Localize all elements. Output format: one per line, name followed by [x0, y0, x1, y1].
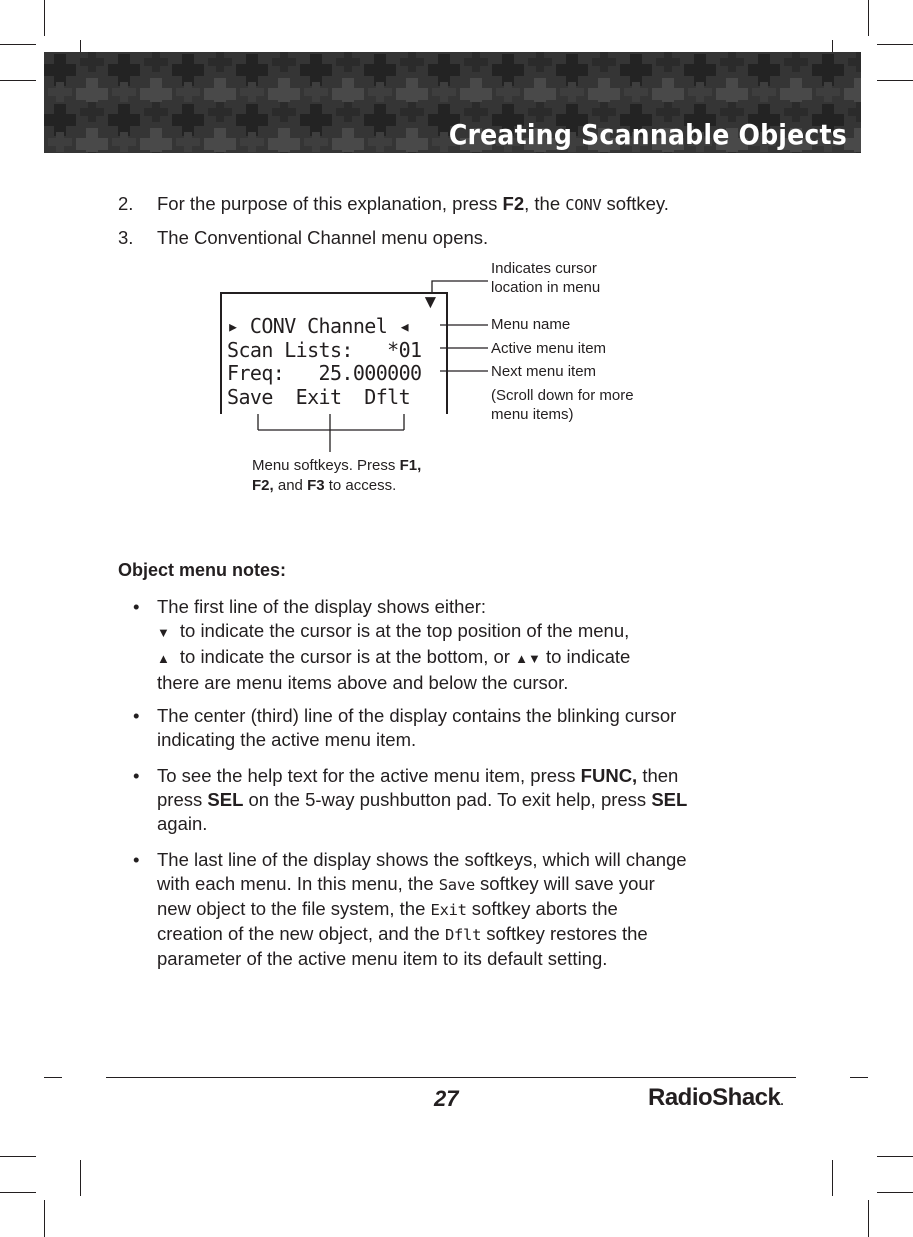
lcd-line-softkeys: Save Exit Dflt: [227, 385, 411, 409]
crop-mark: [0, 1156, 36, 1157]
crop-mark: [832, 1160, 833, 1196]
callout-menu-name: Menu name: [491, 316, 571, 333]
bullet-icon: •: [133, 596, 140, 617]
down-arrow-icon: ▼: [157, 625, 170, 640]
step-text: softkey.: [601, 193, 669, 214]
callout-scroll: (Scroll down for more menu items): [491, 387, 634, 423]
callout-softkeys: Menu softkeys. Press F1, F2, and F3 to access.: [252, 457, 422, 494]
crop-mark: [850, 1077, 868, 1078]
up-arrow-icon: ▲: [157, 651, 170, 666]
crop-mark: [877, 1192, 913, 1193]
bullet-icon: •: [133, 849, 140, 870]
cursor-marker-icon: ▼: [421, 292, 440, 313]
crop-mark: [44, 1077, 62, 1078]
softkey-save: Save: [438, 876, 475, 894]
key-f2: F2: [502, 193, 525, 214]
lcd-line-active-item: Scan Lists: *01: [227, 338, 422, 362]
bullet-icon: •: [133, 765, 140, 786]
step-text: For the purpose of this explanation, press: [157, 193, 503, 214]
key-func: FUNC,: [580, 765, 638, 786]
key-sel: SEL: [207, 789, 244, 810]
page-title: Creating Scannable Objects: [448, 118, 847, 151]
crop-mark: [44, 1200, 45, 1237]
key-f2: F2,: [252, 477, 274, 494]
crop-mark: [877, 1156, 913, 1157]
step-number: 2.: [118, 193, 134, 214]
step-number: 3.: [118, 227, 134, 248]
callout-cursor-location: Indicates cursor location in menu: [491, 260, 601, 296]
up-down-arrows-icon: ▲▼: [515, 651, 541, 666]
lcd-line-next-item: Freq: 25.000000: [227, 361, 422, 385]
brand-logo: RadioShack.: [648, 1084, 784, 1111]
key-f3: F3: [307, 477, 325, 494]
callout-active-item: Active menu item: [491, 340, 607, 357]
crop-mark: [868, 1200, 869, 1237]
footer-rule: [106, 1077, 796, 1078]
step-text: , the: [524, 193, 566, 214]
lcd-line-menu-name: ▸ CONV Channel ◂: [227, 314, 411, 338]
callout-next-item: Next menu item: [491, 363, 597, 380]
key-sel: SEL: [651, 789, 688, 810]
softkey-conv: CONV: [565, 196, 602, 214]
page-number: 27: [434, 1086, 459, 1111]
softkey-dflt: Dflt: [444, 926, 482, 944]
softkey-exit: Exit: [430, 901, 467, 919]
bullet-icon: •: [133, 705, 140, 726]
callout-lines: [0, 0, 913, 500]
notes-heading: Object menu notes:: [118, 560, 287, 580]
crop-mark: [80, 1160, 81, 1196]
key-f1: F1,: [399, 457, 422, 474]
step-text: The Conventional Channel menu opens.: [157, 227, 489, 248]
crop-mark: [0, 1192, 36, 1193]
